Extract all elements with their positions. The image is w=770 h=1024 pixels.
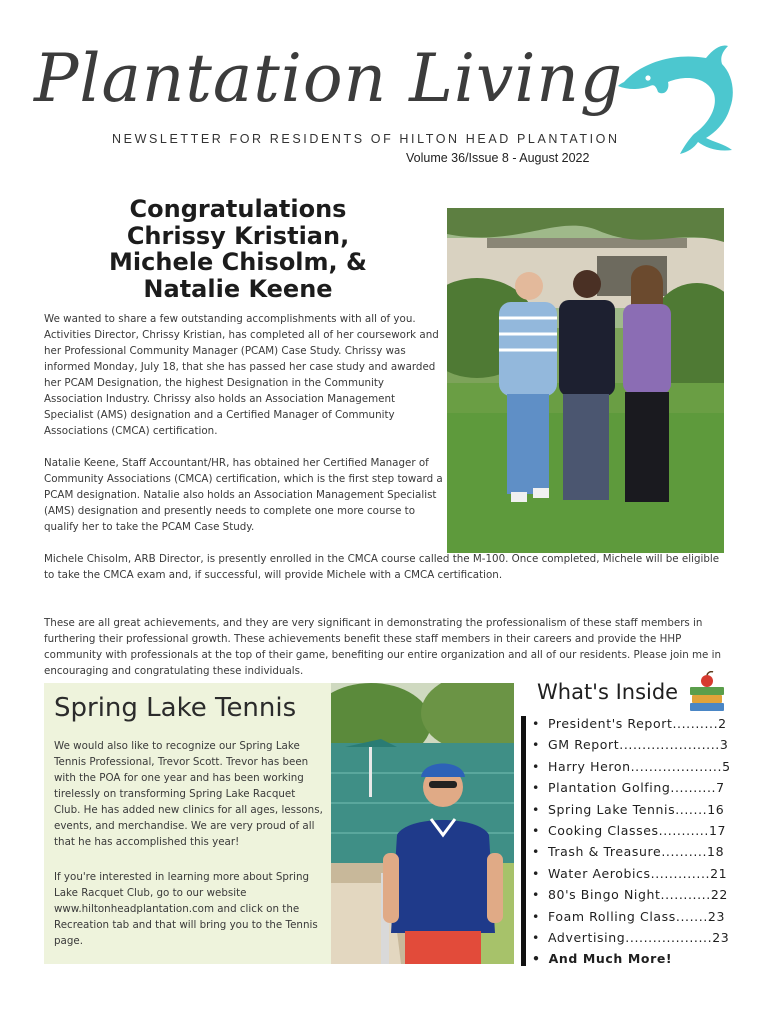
dolphin-icon bbox=[610, 38, 740, 156]
staff-photo bbox=[447, 208, 724, 553]
list-item: • Plantation Golfing..........7 bbox=[532, 777, 732, 798]
congrats-heading-line: Michele Chisolm, & bbox=[109, 248, 367, 276]
list-item: • Spring Lake Tennis.......16 bbox=[532, 799, 732, 820]
congrats-paragraph-closing: These are all great achievements, and they are very significant in demonstrating the professionalism of these staff members in furthering their professional growth. These achievements benefit these staff members in their careers and provide the HHP community with professionals at the top of their game, benefiting our entire organization and all of our residents. Please join me in encouraging and congratulating these individuals. bbox=[44, 617, 722, 677]
list-item: • Trash & Treasure..........18 bbox=[532, 841, 732, 862]
whats-inside-list bbox=[532, 713, 732, 970]
tennis-website-paragraph: If you're interested in learning more about Spring Lake Racquet Club, go to our website www.hiltonheadplantation.com and click on the Recreation tab and that will bring you to the Tennis page. bbox=[54, 871, 318, 947]
issue-info: Volume 36/Issue 8 - August 2022 bbox=[406, 151, 590, 165]
list-item: • Foam Rolling Class.......23 bbox=[532, 906, 732, 927]
congrats-paragraph-natalie: Natalie Keene, Staff Accountant/HR, has obtained her Certified Manager of Community Associations (CMCA) certification, which is the first step toward a PCAM designation. Natalie also holds an Association Management Specialist (AMS) designation and presently needs to complete one more course to qualify her to take the PCAM Case Study. bbox=[44, 457, 443, 533]
list-item-more: • And Much More! bbox=[532, 948, 732, 969]
list-item: • GM Report......................3 bbox=[532, 734, 732, 755]
list-item: • Cooking Classes...........17 bbox=[532, 820, 732, 841]
congrats-heading-line: Natalie Keene bbox=[143, 274, 333, 303]
tennis-heading: Spring Lake Tennis bbox=[54, 693, 297, 723]
list-item: • 80's Bingo Night...........22 bbox=[532, 884, 732, 905]
whats-inside-divider bbox=[521, 716, 526, 966]
congrats-heading bbox=[44, 196, 432, 302]
tennis-pro-photo bbox=[331, 683, 514, 964]
congrats-paragraph-michele: Michele Chisolm, ARB Director, is presently enrolled in the CMCA course called the M-100. Once completed, Michele will be eligible to take the CMCA exam and, if successful, will provide Michele with a CMCA certification. bbox=[44, 553, 720, 581]
list-item: • Water Aerobics.............21 bbox=[532, 863, 732, 884]
whats-inside-heading: What's Inside bbox=[537, 680, 679, 704]
books-apple-icon bbox=[688, 671, 726, 713]
congrats-paragraph-chrissy: We wanted to share a few outstanding accomplishments with all of you. Activities Director, Chrissy Kristian, has completed all of her coursework and her Professional Community Manager (PCAM) Case Study. Chrissy was informed Monday, July 18, that she has passed her case study and awarded her PCAM Designation, the highest Designation in the Community Association Industry. Chrissy also holds an Association Management Specialist (AMS) designation and a Certified Manager of Community Associations (CMCA) certification. bbox=[44, 313, 439, 437]
list-item: • President's Report..........2 bbox=[532, 713, 732, 734]
congrats-heading-line: Congratulations bbox=[129, 195, 347, 223]
newsletter-title: Plantation Living bbox=[34, 40, 624, 117]
list-item: • Advertising...................23 bbox=[532, 927, 732, 948]
tagline: NEWSLETTER FOR RESIDENTS OF HILTON HEAD PLANTATION bbox=[112, 132, 620, 146]
congrats-heading-line: Chrissy Kristian, bbox=[126, 221, 350, 250]
tennis-paragraph: We would also like to recognize our Spring Lake Tennis Professional, Trevor Scott. Trevor has been with the POA for one year and has been working tirelessly on transforming Spring Lake Racquet Club. He has added new clinics for all ages, lessons, events, and merchandise. We are very proud of all that he has accomplished this year! bbox=[54, 740, 323, 848]
list-item: • Harry Heron....................5 bbox=[532, 756, 732, 777]
